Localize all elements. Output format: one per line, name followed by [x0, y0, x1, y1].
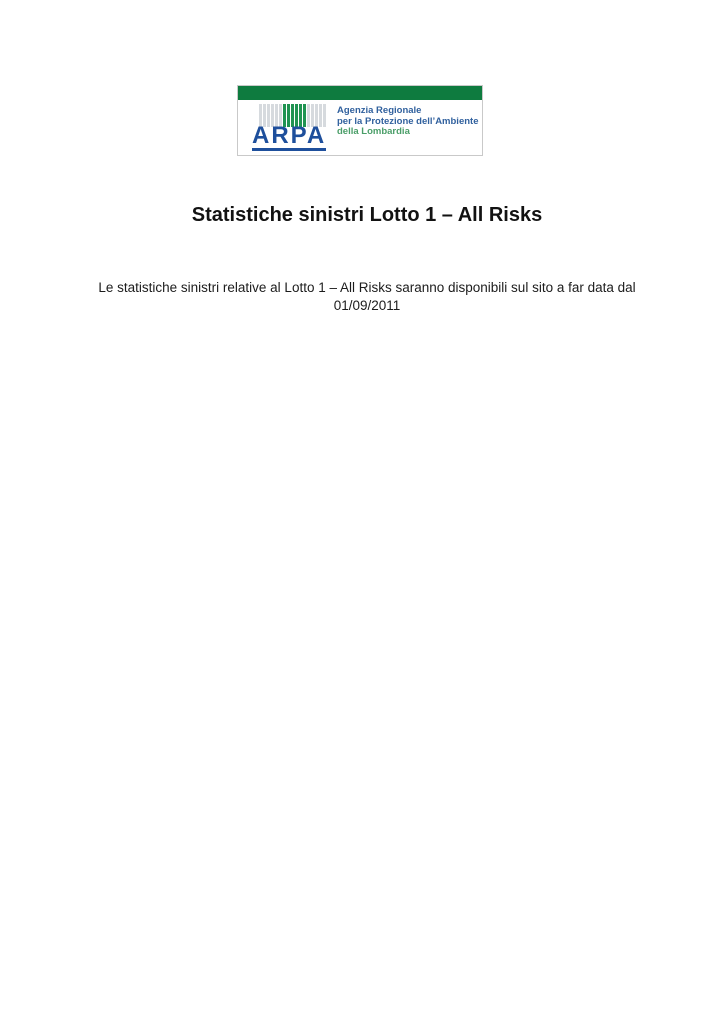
logo-content: [238, 102, 482, 151]
body-line-1: Le statistiche sinistri relative al Lotto 1 – All Risks saranno disponibili sul sito a far data dal: [98, 280, 636, 295]
logo-org-line3: della Lombardia: [337, 126, 410, 137]
logo-org-text: [337, 104, 478, 138]
logo-arpa-wordmark: ARPA: [252, 122, 327, 149]
logo-green-bar: [238, 86, 482, 100]
page-title: Statistiche sinistri Lotto 1 – All Risks: [191, 204, 543, 226]
body-text: [5, 279, 724, 315]
logo-arpa-mark: [252, 104, 334, 151]
arpa-logo: [237, 85, 483, 156]
logo-org-line2: per la Protezione dell’Ambiente: [337, 115, 479, 127]
logo-org-line1: Agenzia Regionale: [337, 105, 422, 116]
body-line-2: 01/09/2011: [333, 298, 401, 313]
